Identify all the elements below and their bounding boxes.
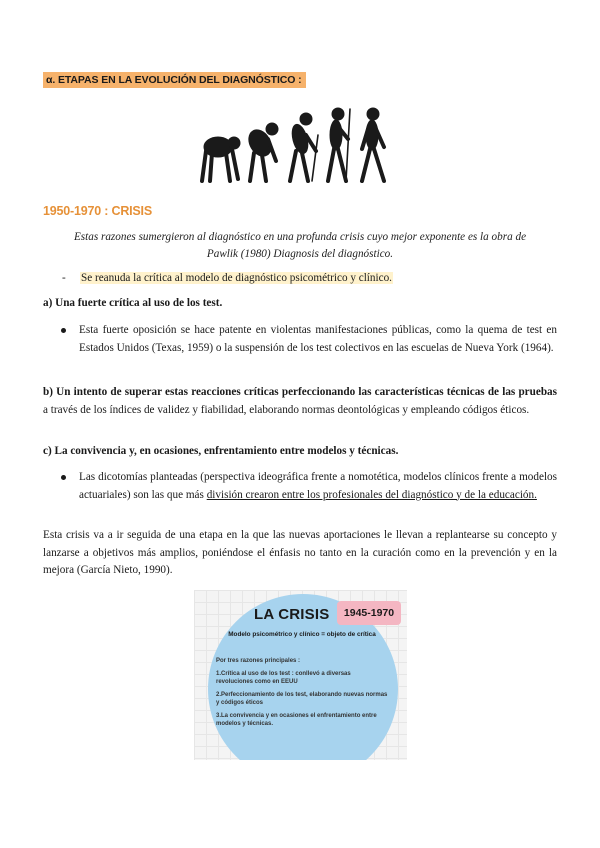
point-b-bold: b) Un intento de superar estas reacciones críticas perfeccionando las características técnicas de las pruebas xyxy=(43,386,557,398)
bullet-icon xyxy=(61,328,66,333)
highlighted-text: Se reanuda la crítica al modelo de diagnóstico psicométrico y clínico. xyxy=(81,272,392,284)
infographic-reasons-heading: Por tres razones principales : xyxy=(216,658,301,664)
section-heading: α. ETAPAS EN LA EVOLUCIÓN DEL DIAGNÓSTICO : xyxy=(43,72,306,88)
infographic-years-badge: 1945-1970 xyxy=(337,601,401,625)
dash-list-item xyxy=(62,272,393,284)
infographic-title: LA CRISIS xyxy=(254,606,330,623)
point-c-bullet-plain: Las dicotomías planteadas (perspectiva ideográfica frente a nomotética, modelos clínicos frente a modelos actuariales) son las que más xyxy=(79,471,557,501)
infographic-subtitle: Modelo psicométrico y clínico = objeto de crítica xyxy=(228,631,376,638)
crisis-heading: 1950-1970 : CRISIS xyxy=(43,204,152,218)
point-b-paragraph xyxy=(43,384,557,419)
point-a-bullet-text: Esta fuerte oposición se hace patente en violentas manifestaciones públicas, como la quema de test en Estados Unidos (Texas, 1959) o la suspensión de los test colectivos en las escuelas de Nueva York (1964). xyxy=(79,324,557,354)
point-c-title: c) La convivencia y, en ocasiones, enfrentamiento entre modelos y técnicas. xyxy=(43,445,399,457)
point-c-bullet-underlined: división crearon entre los profesionales del diagnóstico y de la educación. xyxy=(206,488,537,501)
infographic-reason-1: 1.Crítica al uso de los test : conllevó a diversas revoluciones como en EEUU xyxy=(216,671,351,686)
infographic-reason-3: 3.La convivencia y en ocasiones el enfrentamiento entre modelos y técnicas. xyxy=(216,713,377,728)
intro-line-1: Estas razones sumergieron al diagnóstico en una profunda crisis cuyo mejor exponente es la obra de xyxy=(73,231,527,243)
point-c-bullet xyxy=(79,469,557,504)
point-b-rest: a través de los índices de validez y fiabilidad, elaborando normas deontológicas y empleando códigos éticos. xyxy=(43,403,530,416)
closing-paragraph: Esta crisis va a ir seguida de una etapa en la que las nuevas aportaciones le llevan a replantearse su concepto y lanzarse a objetivos más amplios, poniéndose el énfasis no tanto en la curación como en la prevención y en la mejora (García Nieto, 1990). xyxy=(43,529,557,576)
infographic-reason-2: 2.Perfeccionamiento de los test, elaborando nuevas normas y códigos éticos xyxy=(216,692,388,707)
human-evolution-icon xyxy=(196,105,392,185)
dash-marker: - xyxy=(62,272,66,284)
intro-line-2: Pawlik (1980) Diagnosis del diagnóstico. xyxy=(206,248,394,260)
point-a-title: a) Una fuerte crítica al uso de los test. xyxy=(43,297,223,309)
crisis-infographic xyxy=(194,590,407,760)
intro-paragraph xyxy=(43,229,557,263)
point-a-bullet xyxy=(79,322,557,357)
bullet-icon xyxy=(61,475,66,480)
